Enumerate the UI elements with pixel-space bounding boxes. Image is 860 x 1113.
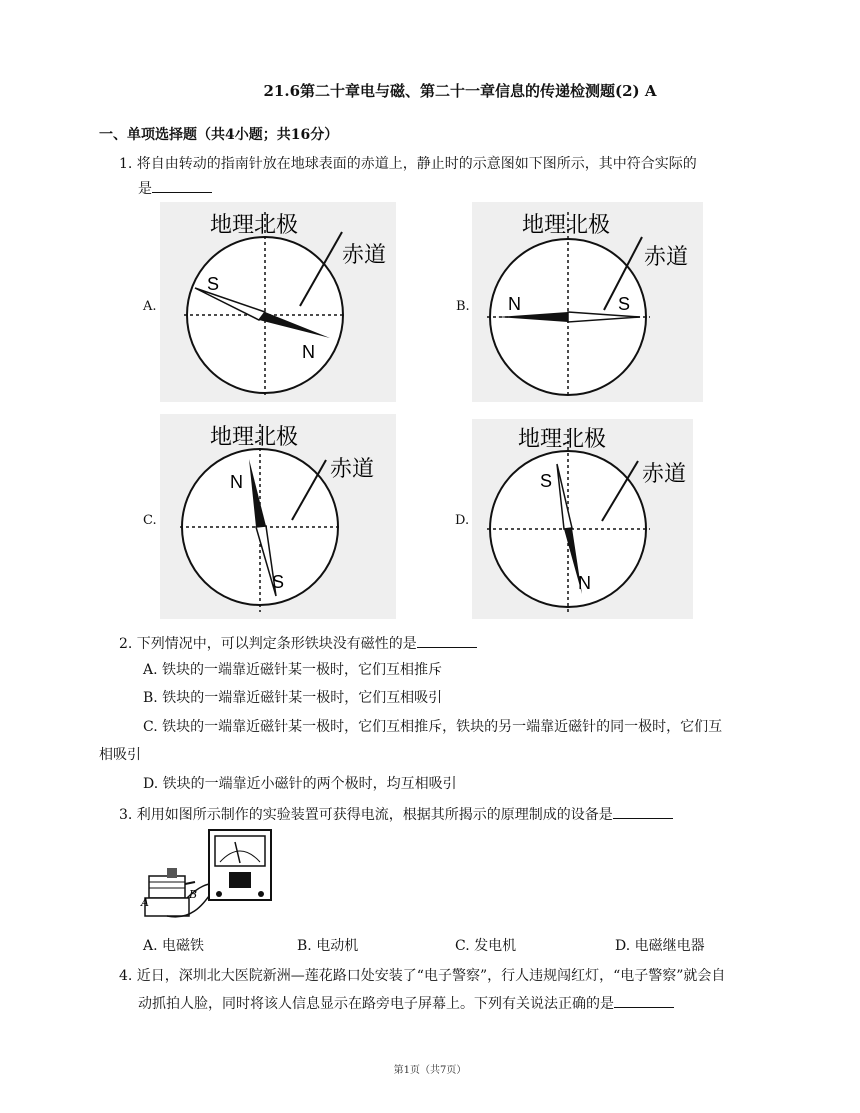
north-pole-label: 地理北极	[210, 212, 299, 237]
answer-blank	[152, 179, 212, 193]
q1-stem-prefix: 是	[138, 181, 152, 197]
q1-option-a-label: A.	[143, 299, 157, 314]
answer-blank	[613, 805, 673, 819]
equator-label: 赤道	[642, 461, 687, 486]
needle-n-label: N	[230, 472, 243, 492]
needle-s-label: S	[540, 471, 553, 491]
q2-stem-text: 2. 下列情况中，可以判定条形铁块没有磁性的是	[119, 636, 417, 652]
equator-label: 赤道	[644, 244, 689, 269]
q4-stem-text: 动抓拍人脸，同时将该人信息显示在路旁电子屏幕上。下列有关说法正确的是	[138, 996, 614, 1012]
needle-n-label: N	[578, 573, 591, 593]
page-footer: 第1页（共7页）	[393, 1065, 467, 1076]
q2-option-c-line2: 相吸引	[99, 747, 141, 763]
q3-option-d: D. 电磁继电器	[615, 938, 705, 954]
compass-c-svg	[160, 414, 396, 619]
q2-stem	[119, 633, 477, 653]
point-a-label: A	[141, 896, 149, 909]
compass-figure-c	[160, 414, 396, 619]
generator-apparatus-figure	[137, 826, 277, 924]
q3-option-a: A. 电磁铁	[143, 938, 205, 954]
q1-option-d-label: D.	[455, 513, 470, 528]
q2-option-c-line1: C. 铁块的一端靠近磁针某一极时，它们互相推斥，铁块的另一端靠近磁针的同一极时，它们互	[143, 719, 723, 735]
equator-label: 赤道	[342, 242, 387, 267]
apparatus-svg	[137, 826, 277, 924]
q2-option-d: D. 铁块的一端靠近小磁针的两个极时，均互相吸引	[143, 776, 457, 792]
compass-figure-a	[160, 202, 396, 402]
compass-figure-d	[472, 419, 693, 619]
needle-s-label: S	[272, 572, 285, 592]
page-title: 21.6第二十章电与磁、第二十一章信息的传递检测题(2) A	[263, 82, 657, 100]
needle-n-label: N	[508, 294, 521, 314]
q3-option-c: C. 发电机	[455, 938, 517, 954]
answer-blank	[614, 994, 674, 1008]
q1-stem-line2	[138, 178, 212, 198]
north-pole-label: 地理北极	[518, 426, 607, 451]
q3-stem-text: 3. 利用如图所示制作的实验装置可获得电流，根据其所揭示的原理制成的设备是	[119, 807, 613, 823]
q2-option-a: A. 铁块的一端靠近磁针某一极时，它们互相推斥	[143, 662, 443, 678]
answer-blank	[417, 634, 477, 648]
compass-figure-b	[472, 202, 703, 402]
q1-option-b-label: B.	[456, 299, 470, 314]
needle-n-label: N	[302, 342, 315, 362]
q3-stem	[119, 804, 673, 824]
point-b-label: B	[189, 888, 198, 901]
q2-option-b: B. 铁块的一端靠近磁针某一极时，它们互相吸引	[143, 690, 443, 706]
section-heading: 一、单项选择题（共4小题；共16分）	[99, 127, 339, 143]
compass-a-svg	[160, 202, 396, 402]
compass-d-svg	[472, 419, 693, 619]
q3-option-b: B. 电动机	[297, 938, 359, 954]
needle-s-label: S	[207, 274, 220, 294]
compass-b-svg	[472, 202, 703, 402]
q1-stem-line1: 1. 将自由转动的指南针放在地球表面的赤道上，静止时的示意图如下图所示，其中符合实际的	[119, 156, 697, 172]
equator-label: 赤道	[330, 456, 375, 481]
q4-stem-line1: 4. 近日，深圳北大医院新洲—莲花路口处安装了“电子警察”，行人违规闯红灯，“电子警察”就会自	[119, 968, 726, 984]
needle-s-label: S	[618, 294, 631, 314]
north-pole-label: 地理北极	[522, 212, 611, 237]
q1-option-c-label: C.	[143, 513, 157, 528]
north-pole-label: 地理北极	[210, 424, 299, 449]
q4-stem-line2	[138, 993, 674, 1013]
